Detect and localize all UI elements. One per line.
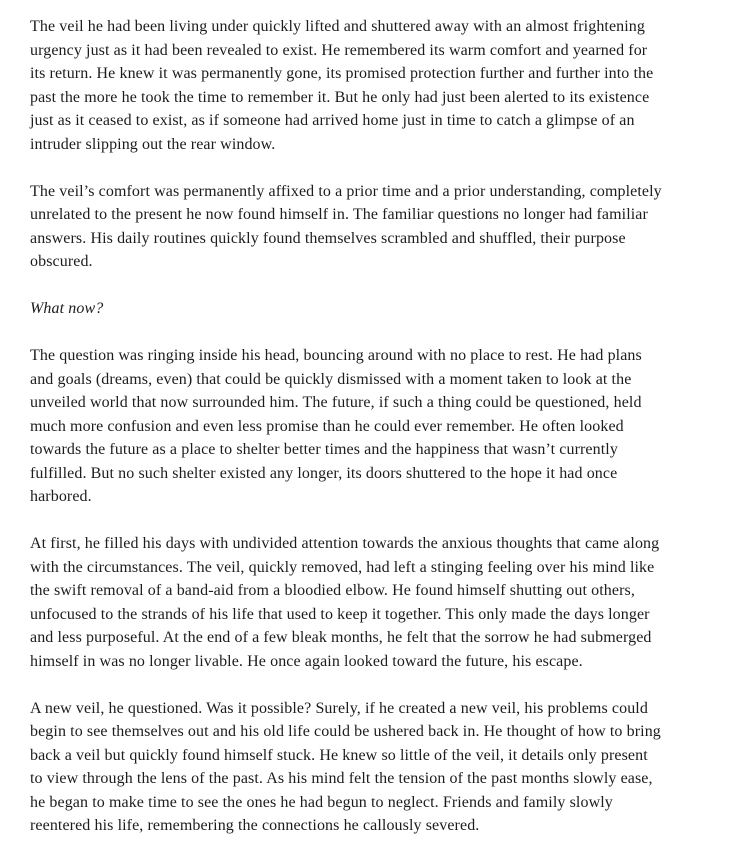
text-line: The question was ringing inside his head, bouncing around with no place to rest. He had plans	[30, 347, 642, 364]
text-line: the swift removal of a band-aid from a bloodied elbow. He found himself shutting out others,	[30, 582, 635, 599]
text-line: urgency just as it had been revealed to exist. He remembered its warm comfort and yearned for	[30, 41, 648, 59]
text-line: At first, he filled his days with undivided attention towards the anxious thoughts that came along	[30, 535, 660, 552]
text-line: What now?	[30, 300, 104, 317]
paragraph	[30, 697, 708, 838]
text-line: The veil he had been living under quickly lifted and shuttered away with an almost frightening	[30, 18, 646, 35]
text-line: fulfilled. But no such shelter existed any longer, its doors shuttered to the hope it had once	[30, 464, 618, 482]
paragraph	[30, 532, 708, 673]
text-line: just as it ceased to exist, as if someone had arrived home just in time to catch a glimpse of an	[30, 112, 635, 129]
text-line: towards the future as a place to shelter better times and the happiness that wasn’t currently	[30, 441, 618, 458]
text-line: obscured.	[30, 253, 93, 270]
text-line: answers. His daily routines quickly found themselves scrambled and shuffled, their purpose	[30, 229, 626, 247]
text-line: harbored.	[30, 488, 92, 505]
text-line: much more confusion and even less promise than he could ever remember. He often looked	[30, 417, 624, 435]
paragraph	[30, 344, 708, 509]
text-line: unveiled world that now surrounded him. The future, if such a thing could be questioned, held	[30, 394, 642, 411]
text-line: its return. He knew it was permanently gone, its promised protection further and further into the	[30, 65, 654, 82]
text-line: to view through the lens of the past. As his mind felt the tension of the past months slowly ease,	[30, 770, 653, 787]
text-line: A new veil, he questioned. Was it possible? Surely, if he created a new veil, his problems could	[30, 699, 648, 717]
text-line: he began to make time to see the ones he had begun to neglect. Friends and family slowly	[30, 793, 613, 811]
text-line: unrelated to the present he now found himself in. The familiar questions no longer had familiar	[30, 206, 648, 223]
text-line: begin to see themselves out and his old life could be ushered back in. He thought of how to bring	[30, 723, 661, 740]
text-line: unfocused to the strands of his life that used to keep it together. This only made the days longer	[30, 605, 650, 623]
text-line: himself in was no longer livable. He once again looked toward the future, his escape.	[30, 652, 583, 670]
text-line: The veil’s comfort was permanently affixed to a prior time and a prior understanding, completely	[30, 182, 662, 200]
paragraph	[30, 297, 708, 321]
paragraph	[30, 15, 708, 156]
text-line: reentered his life, remembering the connections he callously severed.	[30, 817, 480, 834]
text-line: and goals (dreams, even) that could be quickly dismissed with a moment taken to look at the	[30, 370, 632, 388]
paragraph	[30, 180, 708, 274]
text-line: back a veil but quickly found himself stuck. He knew so little of the veil, it details only present	[30, 746, 648, 764]
text-line: and less purposeful. At the end of a few bleak months, he felt that the sorrow he had submerged	[30, 629, 652, 646]
text-line: intruder slipping out the rear window.	[30, 135, 276, 153]
text-line: past the more he took the time to remember it. But he only had just been alerted to its existence	[30, 88, 650, 106]
text-line: with the circumstances. The veil, quickly removed, had left a stinging feeling over his mind like	[30, 558, 655, 576]
